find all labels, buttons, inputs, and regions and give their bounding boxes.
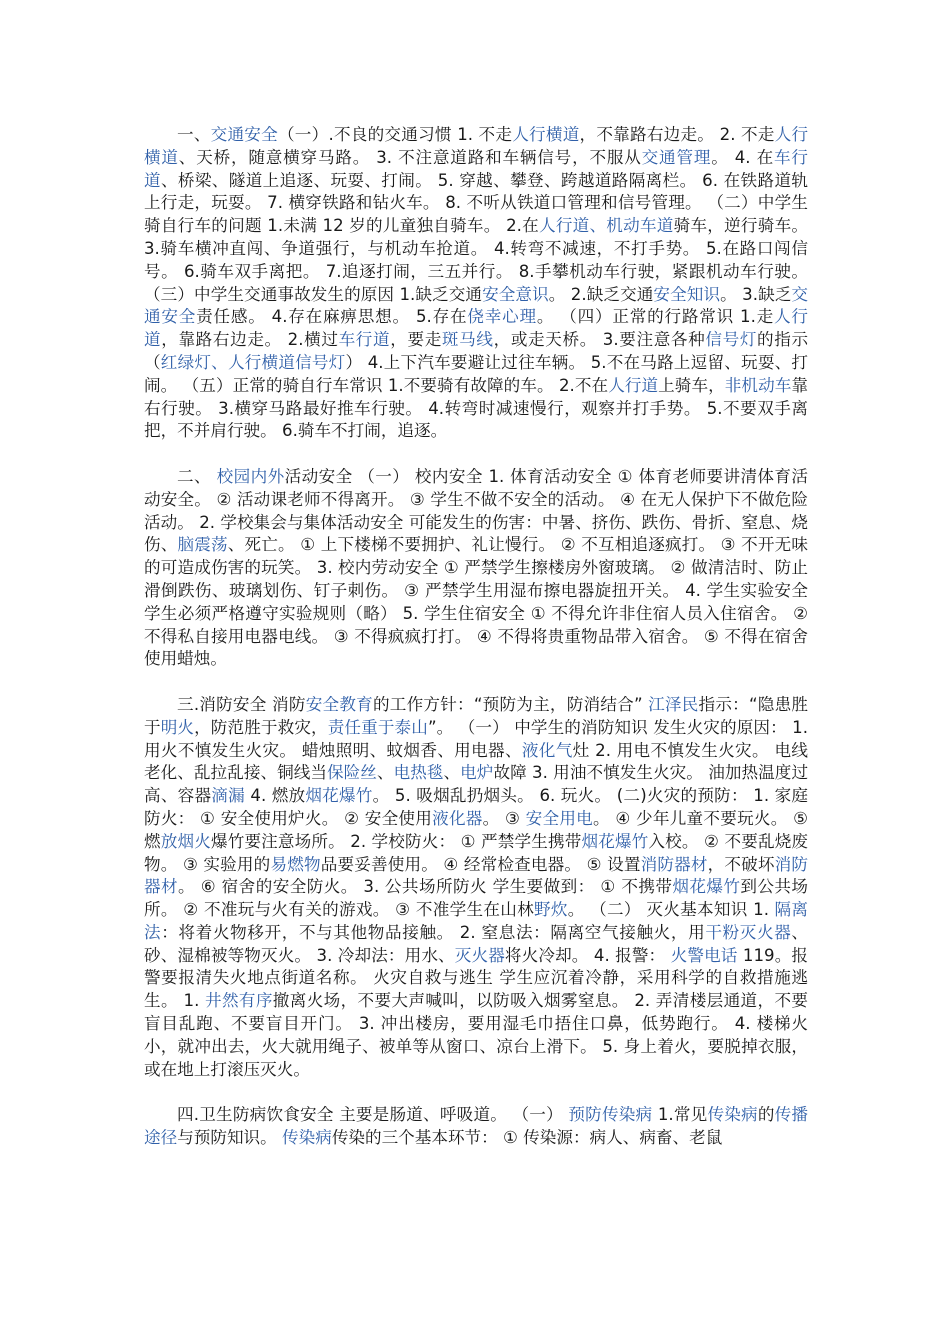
body-text: ，或走天桥。 3.要注意各种 — [493, 330, 706, 350]
body-text: （一）.不良的交通习惯 1. 不走 — [277, 125, 513, 144]
keyword-link[interactable]: 传染病 — [282, 1128, 332, 1148]
keyword-link[interactable]: 人行道 — [144, 307, 809, 350]
paragraph — [144, 466, 808, 671]
keyword-link[interactable]: 消防器材 — [144, 854, 809, 897]
keyword-link[interactable]: 安全知识 — [653, 284, 721, 304]
body-text: 。 （二） 灭火基本知识 1. — [567, 900, 775, 920]
keyword-link[interactable]: 校园内外 — [216, 466, 285, 486]
keyword-link[interactable]: 安全用电 — [525, 808, 594, 828]
keyword-link[interactable]: 传播途径 — [144, 1105, 809, 1148]
body-text: 。 （四）正常的行路常识 1.走 — [536, 307, 775, 327]
keyword-link[interactable]: 安全教育 — [305, 694, 373, 714]
keyword-link[interactable]: 烟花爆竹 — [305, 786, 373, 806]
body-text: 四.卫生防病饮食安全 主要是肠道、呼吸道。 （一） — [177, 1105, 569, 1125]
body-text: ，靠路右边走。 2.横过 — [161, 330, 339, 350]
body-text: 上骑车， — [658, 375, 725, 395]
keyword-link[interactable]: 预防传染病 — [568, 1105, 653, 1125]
body-text: 与预防知识。 — [177, 1128, 283, 1148]
keyword-link[interactable]: 明火 — [160, 717, 195, 737]
keyword-link[interactable]: 侥幸心理 — [467, 307, 537, 327]
keyword-link[interactable]: 隔离法 — [144, 900, 808, 942]
body-text: 活动安全 （一） 校内安全 1. 体育活动安全 ① 体育老师要讲清体育活动安全。 ② 活动课老师不得离开。 ③ 学生不做不安全的活动。 ④ 在无人保护下不做危险活动。 2. 学校集会与集体活动安全 可能发生的伤害：中暑、挤伤、跌伤、骨折、窒息、烧伤、 — [144, 466, 809, 555]
keyword-link[interactable]: 交通管理 — [641, 147, 712, 167]
keyword-link[interactable]: 车行道 — [144, 147, 809, 190]
keyword-link[interactable]: 交通安全 — [210, 125, 278, 144]
body-text: 灶 2. 用电不慎发生火灾。 电线老化、乱拉乱接、铜线当 — [144, 740, 809, 783]
keyword-link[interactable]: 非机动车 — [724, 375, 792, 395]
body-text: 、砂、湿棉被等物灭火。 3. 冷却法：用水、 — [144, 922, 809, 965]
keyword-link[interactable]: 火警电话 — [670, 945, 738, 965]
body-text: 责任感。 4.存在麻痹思想。 5.存在 — [196, 307, 468, 327]
keyword-link[interactable]: 红绿灯、人行横道信号灯 — [160, 352, 346, 372]
body-text: 二、 — [177, 466, 217, 486]
keyword-link[interactable]: 烟花爆竹 — [672, 877, 741, 897]
body-text: 、 — [443, 763, 461, 783]
body-text: 、 — [376, 763, 394, 783]
body-text: 。 ④ 少年儿童不要玩火。 ⑤ 燃 — [144, 808, 809, 851]
keyword-link[interactable]: 人行横道 — [144, 125, 809, 167]
body-text: 靠右行驶。 3.横穿马路最好推车行驶。 4.转弯时减速慢行，观察并打手势。 5.不要双手离把，不并肩行驶。 6.骑车不打闹，追逐。 — [144, 375, 808, 441]
keyword-link[interactable]: 液化气 — [521, 740, 573, 760]
keyword-link[interactable]: 电炉 — [460, 763, 494, 783]
body-text: 三.消防安全 消防 — [177, 694, 306, 714]
body-text: ，不靠路右边走。 2. 不走 — [579, 125, 775, 144]
keyword-link[interactable]: 烟花爆竹 — [581, 831, 649, 851]
body-text: ”。 （一） 中学生的消防知识 发生火灾的原因： 1. 用火不慎发生火灾。 蜡烛照明、蚊烟香、用电器、 — [144, 717, 809, 760]
paragraph — [144, 1104, 808, 1150]
body-text: 到公共场所。 ② 不准玩与火有关的游戏。 ③ 不准学生在山林 — [144, 877, 809, 920]
body-text: 一、 — [177, 125, 211, 144]
keyword-link[interactable]: 保险丝 — [327, 763, 377, 783]
body-text: ：将着火物移开，不与其他物品接触。 2. 窒息法：隔离空气接触火，用 — [161, 922, 706, 942]
body-text: 1.常见 — [652, 1105, 708, 1125]
keyword-link[interactable]: 安全意识 — [482, 284, 549, 304]
keyword-link[interactable]: 液化器 — [432, 808, 483, 828]
body-text: 的指示（ — [144, 330, 809, 372]
paragraph — [144, 124, 808, 443]
keyword-link[interactable]: 井然有序 — [205, 991, 273, 1011]
keyword-link[interactable]: 江泽民 — [648, 694, 699, 714]
keyword-link[interactable]: 脑震荡 — [177, 535, 228, 555]
body-text: 品要妥善使用。 ④ 经常检查电器。 ⑤ 设置 — [320, 854, 641, 874]
body-text: 故障 3. 用油不慎发生火灾。 油加热温度过高、容器 — [144, 763, 809, 806]
keyword-link[interactable]: 电热毯 — [393, 763, 444, 783]
body-text: 的工作方针：“预防为主，防消结合” — [372, 694, 649, 714]
body-text: 、死亡。 ① 上下楼梯不要拥护、礼让慢行。 ② 不互相追逐疯打。 ③ 不开无味的可造成伤害的玩笑。 3. 校内劳动安全 ① 严禁学生擦楼房外窗玻璃。 ② 做清洁时、防止滑倒跌伤、玻璃划伤、钉子刺伤。 ③ 严禁学生用湿布擦电器旋扭开关。 4. 学生实验安全 学生必须严格遵守实验规则（略） 5. 学生住宿安全 ① 不得允许非住宿人员入住宿舍。 ② 不得私自接用电器电线。 ③ 不得疯疯打打。 ④ 不得将贵重物品带入宿舍。 ⑤ 不得在宿舍使用蜡烛。 — [144, 535, 808, 669]
keyword-link[interactable]: 滴漏 — [211, 786, 245, 806]
body-text: ） 4.上下汽车要避让过往车辆。 5.不在马路上逗留、玩耍、打闹。 （五）正常的骑自行车常识 1.不要骑有故障的车。 2.不在 — [144, 352, 809, 395]
keyword-link[interactable]: 易燃物 — [270, 854, 321, 874]
body-text: 119。报警要报清失火地点街道名称。 火灾自救与逃生 学生应沉着冷静，采用科学的自救措施逃生。 1. — [144, 945, 809, 1011]
body-text: 、天桥，随意横穿马路。 3. 不注意道路和车辆信号，不服从 — [178, 147, 642, 167]
body-text: 撤离火场，不要大声喊叫，以防吸入烟雾窒息。 2. 弄清楼层通道，不要盲目乱跑、不要盲目开门。 3. 冲出楼房，要用湿毛巾捂住口鼻，低势跑行。 4. 楼梯火小，就冲出去，火大就用绳子、被单等从窗口、凉台上滑下。 5. 身上着火，要脱掉衣服，或在地上打滚压灭火。 — [144, 991, 808, 1079]
keyword-link[interactable]: 消防器材 — [640, 854, 708, 874]
body-text: ，要走 — [390, 330, 442, 350]
paragraph — [144, 694, 808, 1082]
keyword-link[interactable]: 责任重于泰山 — [327, 717, 428, 737]
body-text: 。 2.缺乏交通 — [548, 284, 654, 304]
body-text: 爆竹要注意场所。 2. 学校防火： ① 严禁学生携带 — [210, 831, 582, 851]
keyword-link[interactable]: 干粉灭火器 — [705, 922, 792, 942]
body-text: 将火冷却。 4. 报警： — [504, 945, 671, 965]
body-text: 。 ③ — [482, 808, 526, 828]
body-text: 。 ⑥ 宿舍的安全防火。 3. 公共场所防火 学生要做到： ① 不携带 — [178, 877, 673, 897]
keyword-link[interactable]: 人行道、机动车道 — [539, 216, 674, 236]
body-text: 。 4. 在 — [711, 147, 775, 167]
keyword-link[interactable]: 放烟火 — [160, 831, 211, 851]
body-text: 传染的三个基本环节： ① 传染源：病人、病畜、老鼠 — [331, 1128, 723, 1148]
body-text: 骑车，逆行骑车。 3.骑车横冲直闯、争道强行，与机动车抢道。 4.转弯不减速，不打手势。 5.在路口闯信号。 6.骑车双手离把。 7.追逐打闹，三五并行。 8.手攀机动车行驶，紧跟机动车行驶。 （三）中学生交通事故发生的原因 1.缺乏交通 — [144, 216, 809, 304]
keyword-link[interactable]: 人行道 — [608, 375, 659, 395]
body-text: 。 3.缺乏 — [720, 284, 792, 304]
keyword-link[interactable]: 车行道 — [338, 330, 391, 350]
keyword-link[interactable]: 交通安全 — [144, 284, 809, 327]
keyword-link[interactable]: 人行横道 — [512, 125, 580, 144]
body-text: 入校。 ② 不要乱烧废物。 ③ 实验用的 — [144, 831, 809, 874]
body-text: 4. 燃放 — [244, 786, 306, 806]
body-text: 。 5. 吸烟乱扔烟头。 6. 玩火。 (二)火灾的预防： 1. 家庭防火： ① 安全使用炉火。 ② 安全使用 — [144, 786, 809, 828]
keyword-link[interactable]: 斑马线 — [441, 330, 494, 350]
document-page — [144, 124, 808, 1173]
keyword-link[interactable]: 野炊 — [534, 900, 568, 920]
body-text: 的 — [757, 1105, 775, 1125]
keyword-link[interactable]: 灭火器 — [454, 945, 505, 965]
body-text: ，防范胜于救灾， — [194, 717, 328, 737]
body-text: 指示：“隐患胜于 — [144, 694, 809, 737]
keyword-link[interactable]: 传染病 — [707, 1105, 758, 1125]
keyword-link[interactable]: 信号灯 — [705, 330, 758, 350]
body-text: 、桥梁、隧道上追逐、玩耍、打闹。 5. 穿越、攀登、跨越道路隔离栏。 6. 在铁路道轨上行走，玩耍。 7. 横穿铁路和钻火车。 8. 不听从铁道口管理和信号管理。 （二）中学生骑自行车的问题 1.未满 12 岁的儿童独自骑车。 2.在 — [144, 170, 808, 236]
body-text: ，不破坏 — [707, 854, 775, 874]
